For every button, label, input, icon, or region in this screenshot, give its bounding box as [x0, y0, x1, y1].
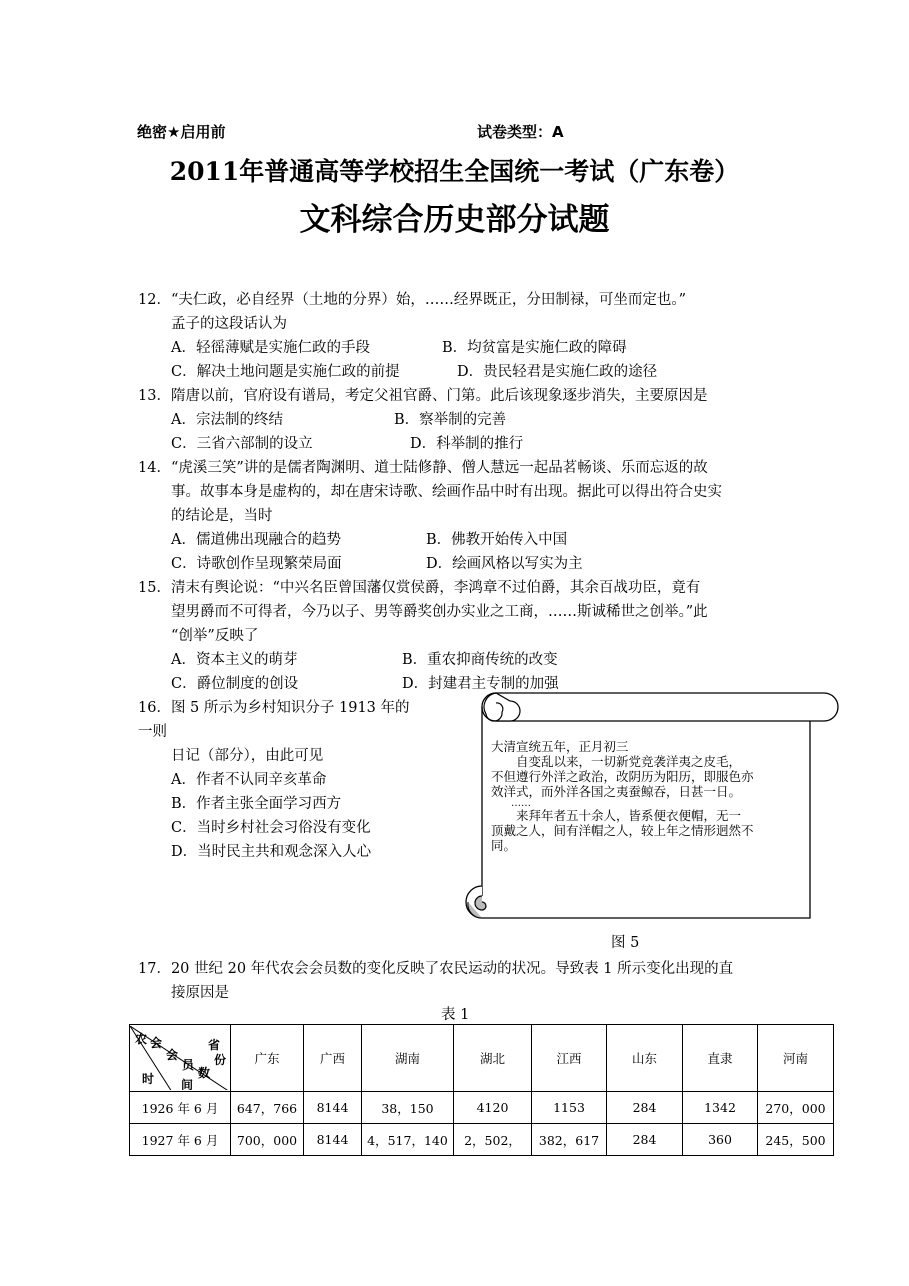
- option-b: B．佛教开始传入中国: [426, 532, 568, 548]
- table-cell: 38，150: [362, 1092, 454, 1124]
- option-b: B．重农抑商传统的改变: [402, 652, 558, 668]
- question-stem: 日记（部分），由此可见: [171, 748, 324, 764]
- question-stem: 事。故事本身是虚构的，却在唐宋诗歌、绘画作品中时有出现。据此可以得出符合史实: [171, 484, 722, 500]
- option-b: B．作者主张全面学习西方: [171, 796, 342, 812]
- question-stem: 12．“夫仁政，必自经界（土地的分界）始，……经界既正，分田制禄，可坐而定也。”: [138, 292, 687, 308]
- table-cell: 270，000: [758, 1092, 834, 1124]
- diary-line: 同。: [491, 838, 517, 853]
- option-a: A．宗法制的终结: [171, 412, 283, 428]
- option-d: D．当时民主共和观念深入人心: [171, 844, 372, 860]
- table-time-cell: 1926 年 6 月: [130, 1092, 231, 1124]
- corner-label: 份: [214, 1053, 227, 1067]
- option-d: D．封建君主专制的加强: [402, 676, 559, 692]
- diary-line: 顶戴之人，间有洋帽之人，较上年之情形迥然不: [491, 823, 754, 838]
- table-cell: 8144: [304, 1092, 362, 1124]
- confidential-label: 绝密★启用前: [137, 123, 226, 141]
- corner-label: 省: [208, 1038, 221, 1052]
- question-stem: 13．隋唐以前，官府设有谱局，考定父祖官爵、门第。此后该现象逐步消失，主要原因是: [138, 388, 708, 404]
- option-d: D．绘画风格以写实为主: [426, 556, 583, 572]
- option-c: C．解决土地问题是实施仁政的前提: [171, 364, 400, 380]
- option-d: D．贵民轻君是实施仁政的途径: [457, 364, 658, 380]
- table-header-cell: 直隶: [683, 1025, 758, 1092]
- option-d: D．科举制的推行: [410, 436, 524, 452]
- table-cell: 1153: [532, 1092, 607, 1124]
- corner-label: 会: [166, 1048, 179, 1062]
- option-a: A．儒道佛出现融合的趋势: [171, 532, 341, 548]
- table-row: [130, 1092, 834, 1124]
- table-cell: 245，500: [758, 1124, 834, 1156]
- table-header-cell: 河南: [758, 1025, 834, 1092]
- option-a: A．资本主义的萌芽: [171, 652, 298, 668]
- paper-type-label: 试卷类型：A: [477, 123, 564, 141]
- option-a: A．作者不认同辛亥革命: [171, 772, 327, 788]
- table-header-cell: 江西: [532, 1025, 607, 1092]
- table-header-cell: 湖南: [362, 1025, 454, 1092]
- table-row: [130, 1124, 834, 1156]
- corner-label: 员: [182, 1058, 195, 1072]
- table-header-row: [130, 1025, 834, 1092]
- table-cell: 284: [607, 1124, 683, 1156]
- figure-caption: 图 5: [611, 935, 640, 951]
- diary-line: ……: [491, 798, 531, 809]
- option-c: C．爵位制度的创设: [171, 676, 299, 692]
- option-b: B．察举制的完善: [394, 412, 507, 428]
- corner-label: 间: [181, 1078, 194, 1090]
- table-cell: 700，000: [231, 1124, 304, 1156]
- question-stem: 的结论是，当时: [171, 508, 273, 524]
- table-cell: 284: [607, 1092, 683, 1124]
- option-c: C．诗歌创作呈现繁荣局面: [171, 556, 342, 572]
- table-cell: 647，766: [231, 1092, 304, 1124]
- diary-line: 效洋式，而外洋各国之夷蚕鲸吞，日甚一日。: [491, 784, 742, 799]
- diary-line: 大清宣统五年，正月初三: [491, 739, 629, 754]
- corner-label: 时: [142, 1072, 155, 1086]
- corner-label: 数: [198, 1066, 211, 1080]
- option-a: A．轻徭薄赋是实施仁政的手段: [171, 340, 370, 356]
- paper-subtitle: 文科综合历史部分试题: [299, 202, 610, 238]
- question-stem: 16．图 5 所示为乡村知识分子 1913 年的: [138, 700, 410, 716]
- option-b: B．均贫富是实施仁政的障碍: [442, 340, 627, 356]
- question-stem: 望男爵而不可得者，今乃以子、男等爵奖创办实业之工商，……斯诚稀世之创举。”此: [171, 604, 708, 620]
- table-header-cell: 广西: [304, 1025, 362, 1092]
- table-time-cell: 1927 年 6 月: [130, 1124, 231, 1156]
- question-stem: 接原因是: [171, 985, 229, 1001]
- diary-line: 不但遵行外洋之政治，改阴历为阳历，即服色亦: [491, 769, 754, 784]
- table-cell: 1342: [683, 1092, 758, 1124]
- question-stem: 孟子的这段话认为: [171, 316, 287, 332]
- table-cell: 8144: [304, 1124, 362, 1156]
- corner-label: 农: [135, 1032, 148, 1046]
- table-header-cell: 湖北: [454, 1025, 532, 1092]
- diary-line: 自变乱以来，一切新党竞袭洋夷之皮毛，: [491, 754, 742, 769]
- option-c: C．三省六部制的设立: [171, 436, 313, 452]
- exam-title: 2011年普通高等学校招生全国统一考试（广东卷）: [169, 157, 740, 186]
- table-cell: 2，502，: [454, 1124, 532, 1156]
- corner-label: 会: [150, 1036, 163, 1050]
- table-cell: 4，517，140: [362, 1124, 454, 1156]
- question-stem: 一则: [138, 724, 167, 740]
- table-corner-cell: [130, 1025, 231, 1092]
- option-c: C．当时乡村社会习俗没有变化: [171, 820, 371, 836]
- question-stem: 17．20 世纪 20 年代农会会员数的变化反映了农民运动的状况。导致表 1 所示变化出现的直: [138, 961, 734, 977]
- question-stem: 15．清末有舆论说：“中兴名臣曾国藩仅赏侯爵，李鸿章不过伯爵，其余百战功臣，竟有: [138, 580, 701, 596]
- diary-line: 来拜年者五十余人，皆系便衣便帽，无一: [491, 808, 742, 823]
- question-stem: 14．“虎溪三笑”讲的是儒者陶渊明、道士陆修静、僧人慧远一起品茗畅谈、乐而忘返的故: [138, 460, 708, 476]
- table-cell: 360: [683, 1124, 758, 1156]
- table-caption: 表 1: [441, 1007, 470, 1023]
- table-header-cell: 山东: [607, 1025, 683, 1092]
- table-header-cell: 广东: [231, 1025, 304, 1092]
- table-1: [129, 1024, 834, 1156]
- table-cell: 382，617: [532, 1124, 607, 1156]
- table-cell: 4120: [454, 1092, 532, 1124]
- question-stem: “创举”反映了: [171, 628, 259, 644]
